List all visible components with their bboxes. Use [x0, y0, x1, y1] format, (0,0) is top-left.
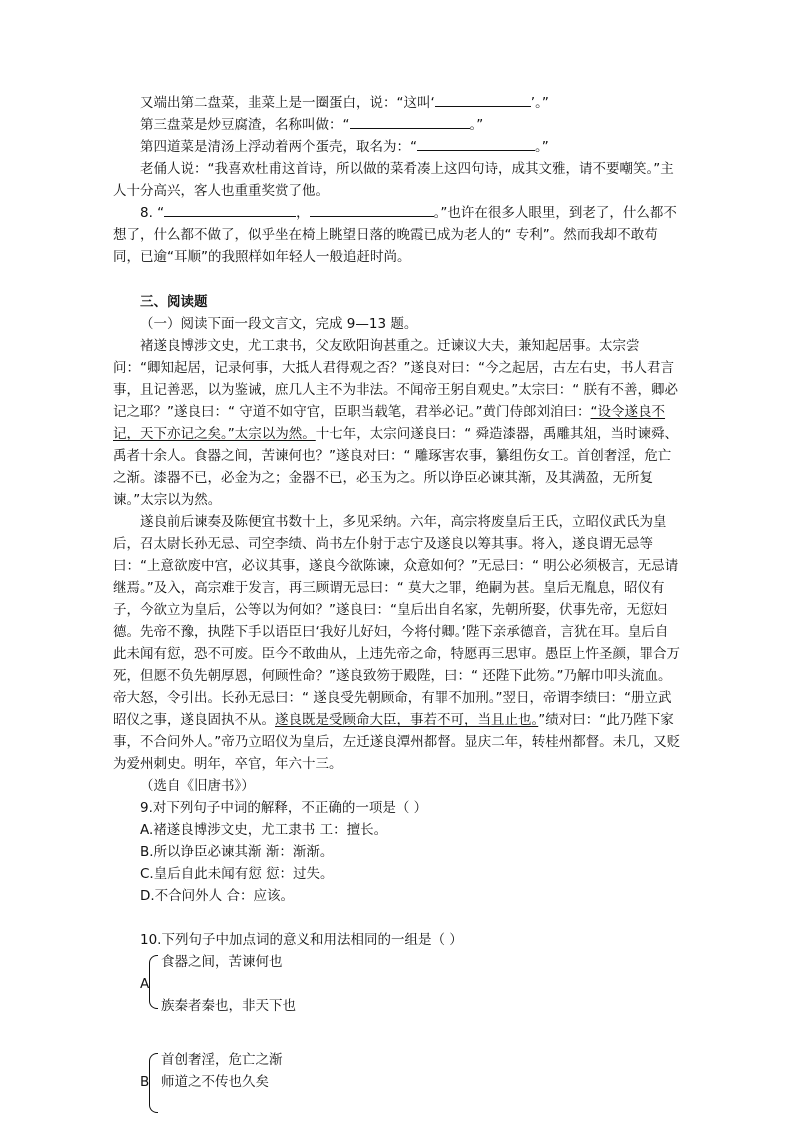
answer-blank	[164, 202, 296, 217]
question-9-stem: 9.对下列句子中词的解释，不正确的一项是（ ）	[140, 800, 428, 816]
q8-text: 。”也许在很多人眼里，到老了，什么都不想了，什么都不做了，似乎坐在椅上眺望日落的晚霞已成为老人的“ 专利”。然而我却不敢苟同，已逾“耳顺”的我照样如年轻人一般追赶时尚。	[113, 205, 677, 265]
answer-blank	[435, 92, 531, 107]
question-8	[113, 202, 681, 268]
question-9-option-d: D.不合问外人 合：应该。	[140, 888, 294, 904]
passage-text: 遂良前后谏奏及陈便宜书数十上，多见采纳。六年，高宗将废皇后王氏，立昭仪武氏为皇后，召太尉长孙无忌、司空李绩、尚书左仆射于志宁及遂良以筹其事。将入，遂良谓无忌等曰：“上意欲废中宫，必议其事，遂良今欲陈谏，众意如何？”无忌曰：“ 明公必须极言，无忌请继焉。”及入，高宗难于发言，再三顾谓无忌曰：“ 莫大之罪，绝嗣为甚。皇后无胤息，昭仪有子，今欲立为皇后，公等以为何如？”遂良曰：“皇后出自名家，先朝所娶，伏事先帝，无愆妇德。先帝不豫，执陛下手以语臣曰‘我好儿好妇，今将付卿。’陛下亲承德音，言犹在耳。皇后自此未闻有愆，恐不可废。臣今不敢曲从，上违先帝之命，特愿再三思审。愚臣上忤圣颜，罪合万死，但愿不负先朝厚恩，何顾性命？”遂良致笏于殿陛，曰：“ 还陛下此笏。”乃解巾叩头流血。帝大怒，令引出。长孙无忌曰：“ 遂良受先朝顾命，有罪不加刑。”翌日，帝谓李绩曰：“册立武昭仪之事，遂良固执不从。	[113, 514, 680, 728]
answer-blank	[417, 136, 535, 151]
question-10-option-b	[113, 1049, 681, 1093]
question-9-option-b: B.所以诤臣必谏其渐 渐：渐渐。	[140, 844, 334, 860]
passage-source: （选自《旧唐书》）	[140, 778, 255, 794]
option-line-1: 食器之间，苦谏何也	[161, 954, 283, 970]
dish4-tail: 。”	[535, 139, 549, 155]
dish2-text: 又端出第二盘菜，韭菜上是一圈蛋白，说：“这叫‘	[140, 95, 435, 111]
underlined-sentence: “设令遂良不记，天下亦记之矣。”太宗以为然。	[113, 404, 666, 442]
brace-icon	[149, 1053, 158, 1113]
option-label: A	[140, 976, 150, 992]
laoren-paragraph: 老俑人说：“我喜欢杜甫这首诗，所以做的菜肴凑上这四句诗，成其文雅，请不要嘲笑。”主人十分高兴，客人也重重奖赏了他。	[113, 161, 674, 199]
passage-paragraph-2	[113, 511, 681, 775]
option-label: B	[140, 1074, 150, 1090]
question-10-option-a	[113, 951, 681, 1049]
dish4-line	[113, 136, 681, 158]
question-10-stem: 10.下列句子中加点词的意义和用法相同的一组是（ ）	[140, 932, 463, 948]
dish3-line	[113, 114, 681, 136]
question-9-option-a: A.褚遂良博涉文史，尤工隶书 工：擅长。	[140, 822, 388, 838]
option-line-2: 族秦者秦也，非天下也	[161, 998, 296, 1014]
document-page	[113, 92, 681, 1093]
reading-intro: （一）阅读下面一段文言文，完成 9—13 题。	[140, 316, 418, 332]
answer-blank	[350, 114, 470, 129]
dish3-text: 第三盘菜是炒豆腐渣，名称叫做：“	[140, 117, 350, 133]
spacer	[113, 907, 681, 929]
dish2-line	[113, 92, 681, 114]
q8-comma: ，	[296, 205, 310, 221]
passage-text: 十七年，太宗问遂良曰：“ 舜造漆器，禹雕其俎，当时谏舜、禹者十余人。食器之间，苦谏何也？”遂良对曰：“ 雕琢害农事，纂组伤女工。首创奢淫，危亡之渐。漆器不已，必金为之；金器不已，必玉为之。所以诤臣必谏其渐，及其满盈，无所复谏。”太宗以为然。	[113, 426, 679, 508]
underlined-sentence: 遂良既是受顾命大臣，事若不可，当且止也。	[275, 712, 539, 728]
option-line-1: 首创奢淫，危亡之渐	[161, 1052, 283, 1068]
question-9-option-c: C.皇后自此未闻有愆 愆：过失。	[140, 866, 334, 882]
passage-text: ”绩对曰：“此乃陛下家事，不合问外人。”帝乃立昭仪为皇后，左迁遂良潭州都督。显庆二年，转桂州都督。未几，又贬为爱州刺史。明年，卒官，年六十三。	[113, 712, 681, 772]
section-heading: 三、阅读题	[140, 294, 208, 310]
q8-label: 8. “	[140, 205, 165, 221]
passage-paragraph-1	[113, 335, 681, 511]
dish4-text: 第四道菜是清汤上浮动着两个蛋壳，取名为：“	[140, 139, 417, 155]
passage-text: 褚遂良博涉文史，尤工隶书，父友欧阳询甚重之。迁谏议大夫，兼知起居事。太宗尝问：“卿知起居，记录何事，大抵人君得观之否？”遂良对曰：“今之起居，古左右史，书人君言事，且记善恶，以为鉴诫，庶几人主不为非法。不闻帝王躬自观史。”太宗曰：“ 朕有不善，卿必记之耶？”遂良曰：“ 守道不如守官，臣职当载笔，君举必记。”黄门侍郎刘洎曰：	[113, 338, 679, 420]
brace-icon	[149, 955, 158, 1009]
answer-blank	[310, 202, 434, 217]
dish3-tail: 。”	[469, 117, 484, 133]
dish2-tail: ’。”	[530, 95, 549, 111]
option-line-2: 师道之不传也久矣	[161, 1074, 269, 1090]
